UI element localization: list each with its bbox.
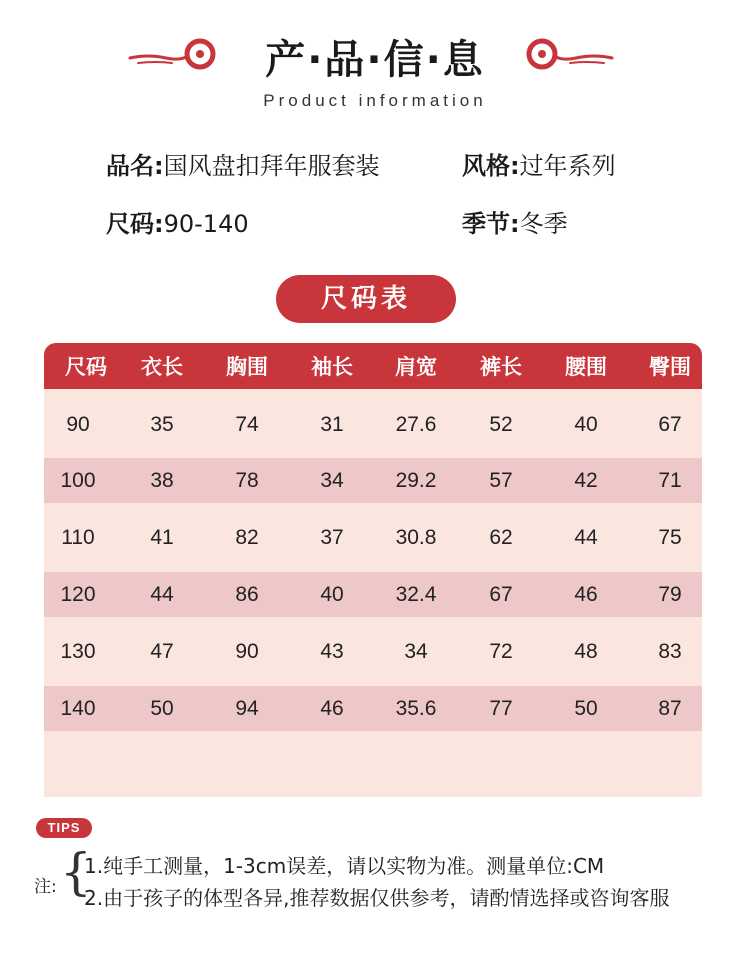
product-size-value: 90-140 [163, 210, 249, 238]
product-style [462, 146, 616, 181]
table-row [44, 458, 702, 503]
table-cell: 48 [574, 639, 598, 663]
table-header-cell: 腰围 [565, 355, 607, 379]
table-cell: 38 [150, 468, 174, 492]
table-cell: 46 [320, 696, 344, 720]
table-cell: 87 [658, 696, 682, 720]
product-name-value: 国风盘扣拜年服套装 [163, 152, 380, 180]
product-size-label: 尺码: [106, 210, 164, 238]
product-season-label: 季节: [462, 210, 520, 238]
note-item: 1.纯手工测量，1-3cm误差，请以实物为准。测量单位:CM [84, 854, 605, 878]
table-cell: 110 [61, 525, 95, 549]
table-cell: 94 [235, 696, 259, 720]
product-season [462, 204, 568, 239]
table-cell: 67 [658, 412, 682, 436]
table-header-cell: 臀围 [649, 355, 691, 379]
table-cell: 50 [574, 696, 598, 720]
table-cell: 29.2 [395, 468, 437, 492]
table-cell: 31 [320, 412, 344, 436]
table-cell: 57 [489, 468, 513, 492]
table-header-cell: 胸围 [226, 355, 268, 379]
product-style-value: 过年系列 [519, 152, 616, 180]
product-season-value: 冬季 [519, 210, 568, 238]
table-cell: 34 [320, 468, 344, 492]
table-cell: 75 [658, 525, 682, 549]
table-header-cell: 尺码 [65, 355, 107, 379]
table-cell: 46 [574, 582, 598, 606]
table-cell: 44 [574, 525, 598, 549]
page-subtitle: Product information [263, 91, 487, 110]
table-cell: 72 [489, 639, 513, 663]
table-cell: 67 [489, 582, 513, 606]
table-cell: 40 [574, 412, 598, 436]
table-row [44, 629, 702, 674]
table-cell: 47 [150, 639, 174, 663]
table-cell: 32.4 [395, 582, 437, 606]
size-chart-heading: 尺码表 [276, 275, 456, 323]
table-cell: 62 [489, 525, 513, 549]
table-cell: 43 [320, 639, 344, 663]
table-cell: 37 [320, 525, 344, 549]
notes-label: 注: [34, 877, 57, 897]
product-name-label: 品名: [106, 152, 164, 180]
table-cell: 120 [60, 582, 96, 606]
table-row [44, 686, 702, 731]
table-cell: 34 [404, 639, 428, 663]
table-cell: 30.8 [395, 525, 437, 549]
size-table [44, 343, 702, 797]
table-header-cell: 裤长 [480, 355, 522, 379]
curly-brace-icon: { [60, 843, 92, 901]
table-header-cell: 衣长 [141, 355, 183, 379]
table-cell: 50 [150, 696, 174, 720]
table-cell: 35.6 [395, 696, 437, 720]
table-cell: 130 [60, 639, 96, 663]
table-cell: 40 [320, 582, 344, 606]
table-cell: 79 [658, 582, 682, 606]
product-size-range [106, 204, 249, 239]
table-cell: 35 [150, 412, 174, 436]
table-row [44, 515, 702, 560]
product-style-label: 风格: [462, 152, 520, 180]
table-cell: 74 [235, 412, 259, 436]
tips-badge: TIPS [36, 818, 92, 838]
table-cell: 77 [489, 696, 513, 720]
page-title: 产·品·信·息 [265, 37, 485, 83]
table-cell: 71 [658, 468, 682, 492]
table-cell: 100 [60, 468, 96, 492]
table-cell: 90 [235, 639, 259, 663]
table-header-cell: 肩宽 [395, 355, 437, 379]
table-cell: 42 [574, 468, 598, 492]
table-cell: 78 [235, 468, 259, 492]
table-cell: 41 [150, 525, 174, 549]
table-cell: 90 [66, 412, 90, 436]
table-row [44, 402, 702, 447]
table-header-cell: 袖长 [311, 355, 353, 379]
note-item: 2.由于孩子的体型各异,推荐数据仅供参考，请酌情选择或咨询客服 [84, 886, 670, 910]
product-name [106, 146, 380, 181]
table-cell: 140 [60, 696, 96, 720]
table-header-row [44, 343, 702, 389]
table-cell: 83 [658, 639, 682, 663]
table-cell: 52 [489, 412, 513, 436]
table-cell: 82 [235, 525, 259, 549]
table-cell: 27.6 [395, 412, 437, 436]
table-row [44, 572, 702, 617]
table-cell: 44 [150, 582, 174, 606]
table-cell: 86 [235, 582, 259, 606]
